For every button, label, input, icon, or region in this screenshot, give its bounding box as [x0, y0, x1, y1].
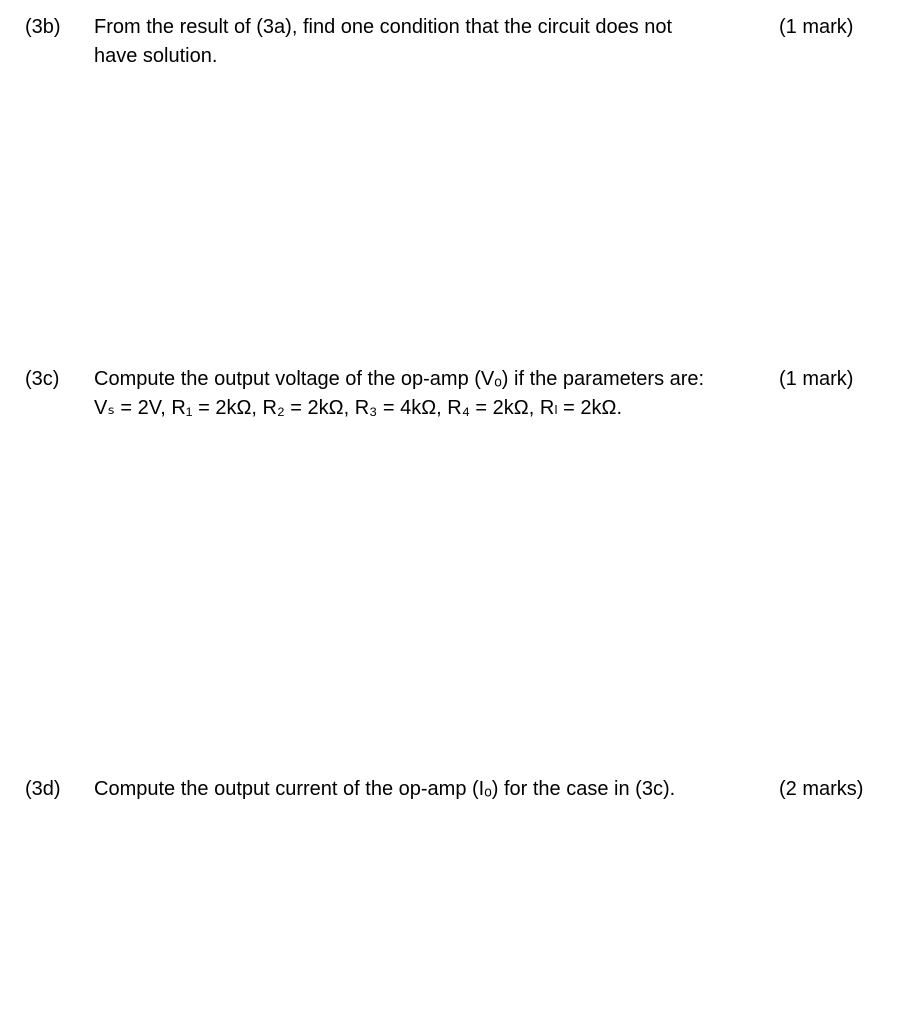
question-text [94, 13, 764, 71]
question-text-line: Compute the output current of the op-amp (Iₒ) for the case in (3c). [94, 778, 676, 800]
question-marks: (1 mark) [779, 16, 854, 38]
question-text-line: From the result of (3a), find one condition that the circuit does not [94, 16, 673, 38]
question-number: (3c) [25, 368, 60, 390]
question-text [94, 365, 764, 423]
question-text-line: have solution. [94, 45, 218, 67]
question-marks: (1 mark) [779, 368, 854, 390]
question-marks: (2 marks) [779, 778, 864, 800]
question-text [94, 775, 764, 804]
question-number: (3b) [25, 16, 61, 38]
question-number: (3d) [25, 778, 61, 800]
question-text-line: Vₛ = 2V, R₁ = 2kΩ, R₂ = 2kΩ, R₃ = 4kΩ, R₄ = 2kΩ, Rₗ = 2kΩ. [94, 397, 623, 419]
question-text-line: Compute the output voltage of the op-amp (Vₒ) if the parameters are: [94, 368, 705, 390]
